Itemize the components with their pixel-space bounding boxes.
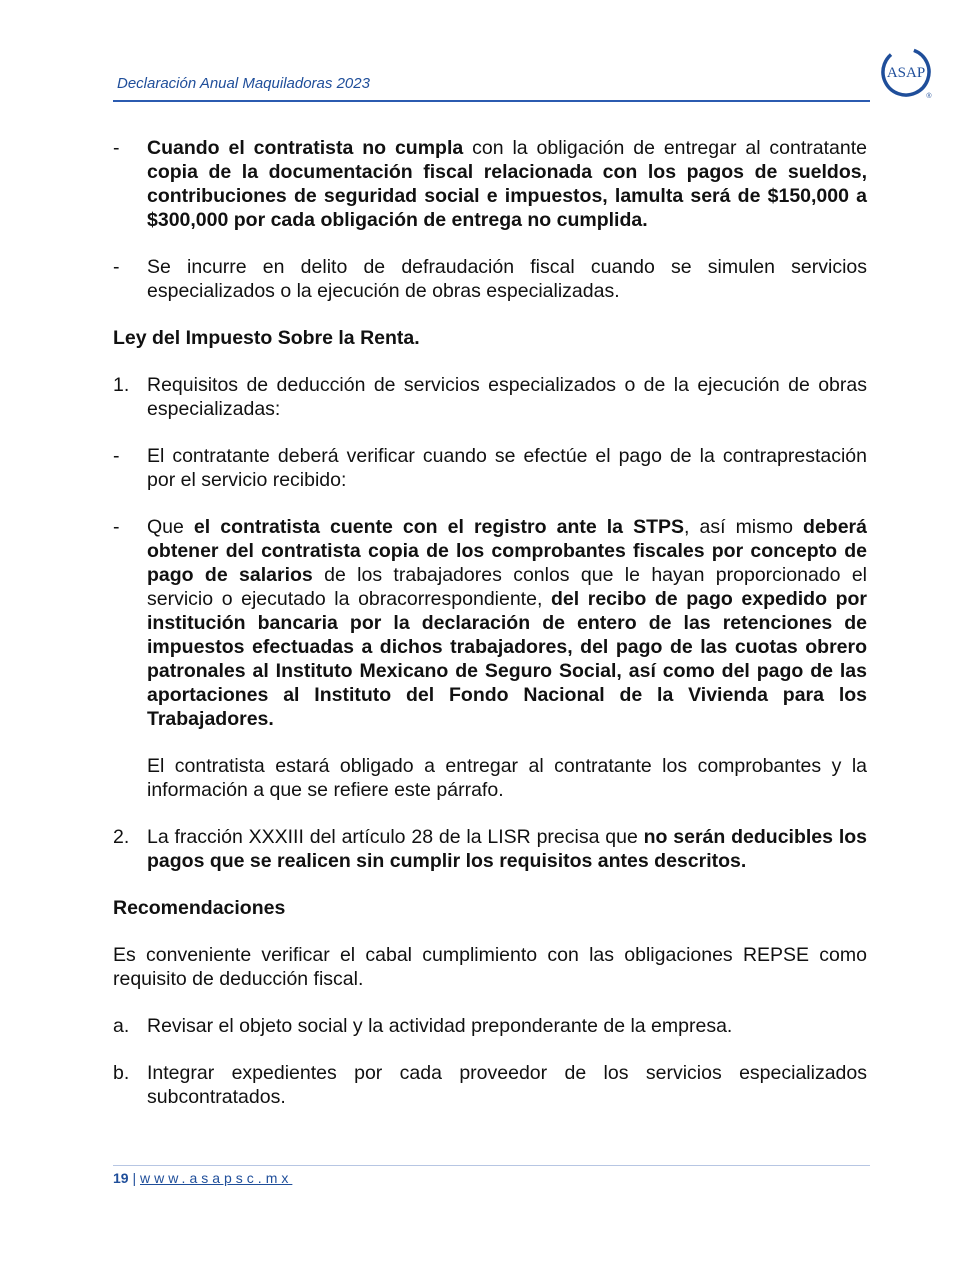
list-item <box>113 825 867 873</box>
list-marker: - <box>113 137 120 159</box>
list-item <box>113 255 867 303</box>
body-text: Integrar expedientes por cada proveedor de los servicios especializados subcontratados. <box>147 1062 867 1108</box>
list-marker: - <box>113 445 120 467</box>
list-marker: a. <box>113 1015 130 1037</box>
list-marker: - <box>113 256 120 278</box>
bold-text: Cuando el contratista no cumpla <box>147 137 464 159</box>
footer-divider <box>113 1165 870 1166</box>
list-item <box>113 444 867 492</box>
list-marker: b. <box>113 1062 130 1084</box>
list-marker: 2. <box>113 826 130 848</box>
body-text: Se incurre en delito de defraudación fiscal cuando se simulen servicios especializados o la ejecución de obras especializadas. <box>147 256 867 302</box>
asap-logo <box>878 46 934 102</box>
list-item <box>113 373 867 421</box>
logo-text: ASAP <box>886 65 926 81</box>
body-text: El contratante deberá verificar cuando se efectúe el pago de la contraprestación por el servicio recibido: <box>147 445 867 491</box>
body-text: La fracción XXXIII del artículo 28 de la LISR precisa que <box>147 826 644 848</box>
logo-registered-mark: ® <box>926 93 932 100</box>
section-heading: Ley del Impuesto Sobre la Renta. <box>113 327 420 349</box>
footer-separator: | <box>128 1170 140 1186</box>
list-marker: - <box>113 516 120 538</box>
bold-text: el contratista cuente con el registro ante la STPS <box>193 516 685 538</box>
body-text: Que <box>147 516 194 538</box>
website-link[interactable]: www.asapsc.mx <box>140 1170 293 1186</box>
bold-text: del recibo de pago expedido por institución bancaria por la declaración de entero de las retenciones de impuestos efectuadas a dichos trabajadores, del pago de las cuotas obrero patronales al Instituto Mexicano de Seguro Social, así como del pago de las aportaciones al Instituto del Fondo Nacional de la Vivienda para los Trabajadores. <box>147 588 867 730</box>
list-item <box>113 136 867 232</box>
page-number: 19 <box>113 1170 129 1186</box>
header-divider <box>113 100 870 102</box>
list-marker: 1. <box>113 374 130 396</box>
document-body <box>113 136 867 1132</box>
list-item <box>113 1061 867 1109</box>
body-text: Revisar el objeto social y la actividad preponderante de la empresa. <box>147 1015 733 1037</box>
body-text: de los trabajadores conlos que le hayan proporcionado el servicio o ejecutado la obracorrespondiente, <box>147 564 868 610</box>
list-item <box>113 515 867 731</box>
paragraph: Es conveniente verificar el cabal cumplimiento con las obligaciones REPSE como requisito de deducción fiscal. <box>113 944 867 990</box>
bold-text: no serán deducibles los pagos que se realicen sin cumplir los requisitos antes descritos. <box>147 826 867 872</box>
page-footer <box>113 1170 292 1186</box>
section-heading: Recomendaciones <box>113 897 286 919</box>
document-header-title: Declaración Anual Maquiladoras 2023 <box>117 75 370 92</box>
indented-note: El contratista estará obligado a entregar al contratante los comprobantes y la información a que se refiere este párrafo. <box>147 755 867 801</box>
list-item <box>113 1014 867 1038</box>
body-text: , así mismo <box>684 516 804 538</box>
bold-text: copia de la documentación fiscal relacionada con los pagos de sueldos, contribuciones de seguridad social e impuestos, lamulta será de $150,000 a $300,000 por cada obligación de entrega no cumplida. <box>147 161 867 231</box>
body-text: Requisitos de deducción de servicios especializados o de la ejecución de obras especializadas: <box>147 374 867 420</box>
bold-text: deberá obtener del contratista copia de los comprobantes fiscales por concepto de pago de salarios <box>147 516 867 586</box>
body-text: con la obligación de entregar al contratante <box>463 137 868 159</box>
